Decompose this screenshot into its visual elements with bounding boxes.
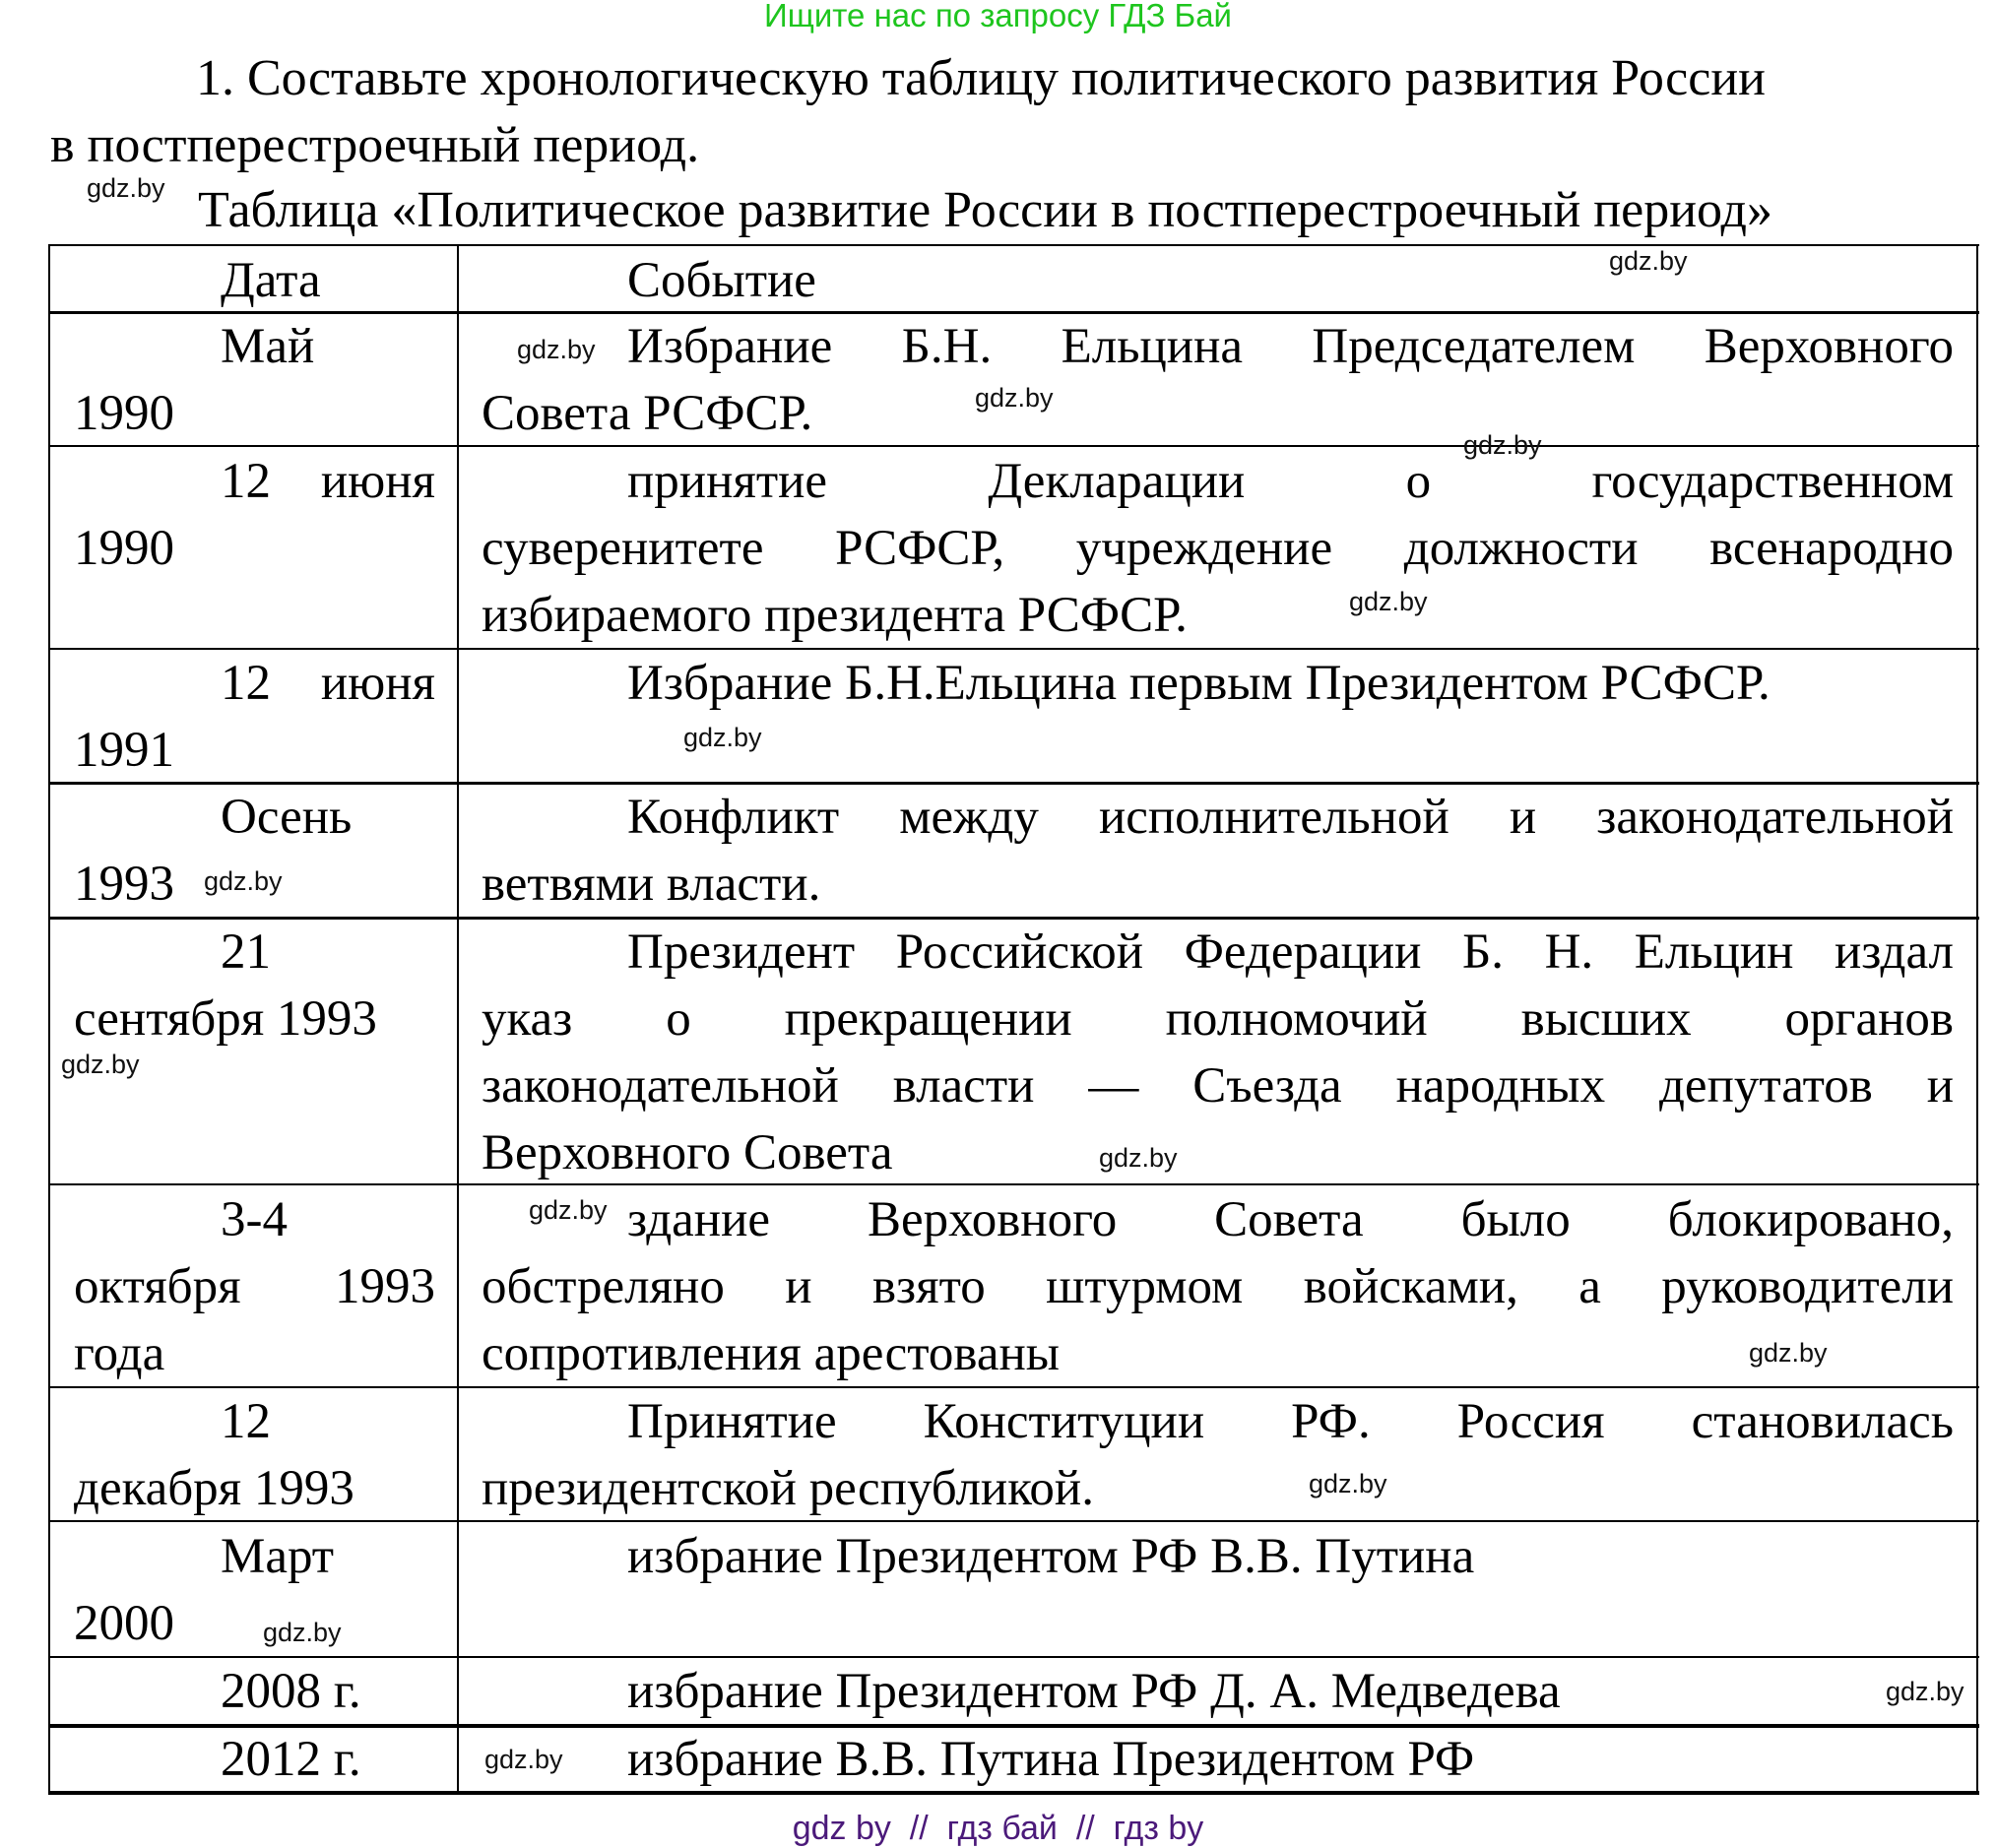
column-header-date: Дата — [221, 253, 321, 308]
event-cell: сопротивления арестованы — [482, 1326, 1061, 1381]
date-cell: 21 — [221, 924, 271, 980]
date-cell: 3-4 — [221, 1192, 288, 1247]
watermark: gdz.by — [1886, 1677, 1964, 1706]
date-cell: 1993 — [74, 857, 174, 912]
event-cell: Президент Российской Федерации Б. Н. Ельцин издал — [627, 924, 1954, 980]
watermark: gdz.by — [1749, 1338, 1828, 1368]
watermark: gdz.by — [683, 723, 762, 752]
task-line-2: в постперестроечный период. — [50, 117, 700, 173]
date-cell: 12 июня — [221, 454, 435, 509]
event-cell: Принятие Конституции РФ. Россия становилась — [627, 1394, 1954, 1449]
event-cell: президентской республикой. — [482, 1461, 1094, 1516]
row-divider — [48, 1183, 1979, 1185]
watermark: gdz.by — [1309, 1469, 1387, 1498]
column-divider — [457, 245, 459, 1794]
event-cell: Верховного Совета — [482, 1125, 893, 1180]
event-cell: избираемого президента РСФСР. — [482, 588, 1188, 643]
watermark: gdz.by — [204, 866, 283, 896]
date-cell: октября 1993 — [74, 1259, 435, 1314]
event-cell: законодательной власти — Съезда народных депутатов и — [482, 1058, 1954, 1114]
event-cell: Избрание Б.Н. Ельцина Председателем Верховного — [627, 319, 1954, 374]
event-cell: избрание В.В. Путина Президентом РФ — [627, 1732, 1475, 1787]
event-cell: Совета РСФСР. — [482, 386, 813, 441]
watermark: gdz.by — [517, 335, 596, 364]
event-cell: суверенитете РСФСР, учреждение должности всенародно — [482, 521, 1954, 576]
table-caption: Таблица «Политическое развитие России в постперестроечный период» — [198, 182, 1772, 238]
row-divider — [48, 1656, 1979, 1658]
row-divider — [48, 1520, 1979, 1522]
watermark: gdz.by — [87, 173, 165, 203]
watermark: gdz.by — [1463, 430, 1542, 460]
date-cell: Май — [221, 319, 315, 374]
row-divider — [48, 1724, 1979, 1728]
row-divider — [48, 311, 1979, 314]
event-cell: здание Верховного Совета было блокировано, — [627, 1192, 1954, 1247]
watermark: gdz.by — [484, 1745, 563, 1774]
row-divider — [48, 782, 1979, 785]
task-line-1: 1. Составьте хронологическую таблицу политического развития России — [196, 50, 1766, 106]
row-divider — [48, 648, 1979, 650]
date-cell: Март — [221, 1529, 335, 1584]
date-cell: сентября 1993 — [74, 991, 377, 1047]
watermark: gdz.by — [975, 383, 1054, 413]
table-border-top — [48, 244, 1979, 246]
event-cell: ветвями власти. — [482, 857, 821, 912]
date-cell: года — [74, 1326, 165, 1381]
watermark: gdz.by — [1349, 587, 1428, 616]
row-divider — [48, 917, 1979, 920]
date-cell: 12 — [221, 1394, 271, 1449]
date-cell: 2000 — [74, 1596, 174, 1651]
date-cell: 1990 — [74, 521, 174, 576]
table-border-left — [48, 245, 50, 1794]
watermark: gdz.by — [1609, 246, 1688, 276]
date-cell: Осень — [221, 790, 353, 845]
date-cell: 2012 г. — [221, 1732, 361, 1787]
watermark: gdz.by — [1099, 1143, 1178, 1173]
date-cell: 2008 г. — [221, 1664, 361, 1719]
date-cell: 1991 — [74, 723, 174, 778]
date-cell: декабря 1993 — [74, 1461, 354, 1516]
event-cell: избрание Президентом РФ В.В. Путина — [627, 1529, 1475, 1584]
column-header-event: Событие — [627, 253, 816, 308]
event-cell: избрание Президентом РФ Д. А. Медведева — [627, 1664, 1561, 1719]
watermark: gdz.by — [263, 1618, 342, 1647]
event-cell: указ о прекращении полномочий высших органов — [482, 991, 1954, 1047]
promo-banner-bottom: gdz by // гдз бай // гдз by — [792, 1810, 1204, 1847]
event-cell: обстреляно и взято штурмом войсками, а руководители — [482, 1259, 1954, 1314]
row-divider — [48, 445, 1979, 447]
date-cell: 12 июня — [221, 656, 435, 711]
event-cell: Избрание Б.Н.Ельцина первым Президентом РСФСР. — [627, 656, 1771, 711]
date-cell: 1990 — [74, 386, 174, 441]
table-border-bottom — [48, 1791, 1979, 1795]
row-divider — [48, 1386, 1979, 1388]
event-cell: принятие Декларации о государственном — [627, 454, 1954, 509]
promo-banner-top: Ищите нас по запросу ГДЗ Бай — [764, 0, 1232, 33]
watermark: gdz.by — [61, 1050, 140, 1079]
event-cell: Конфликт между исполнительной и законодательной — [627, 790, 1954, 845]
watermark: gdz.by — [529, 1195, 608, 1225]
table-border-right — [1976, 245, 1978, 1794]
